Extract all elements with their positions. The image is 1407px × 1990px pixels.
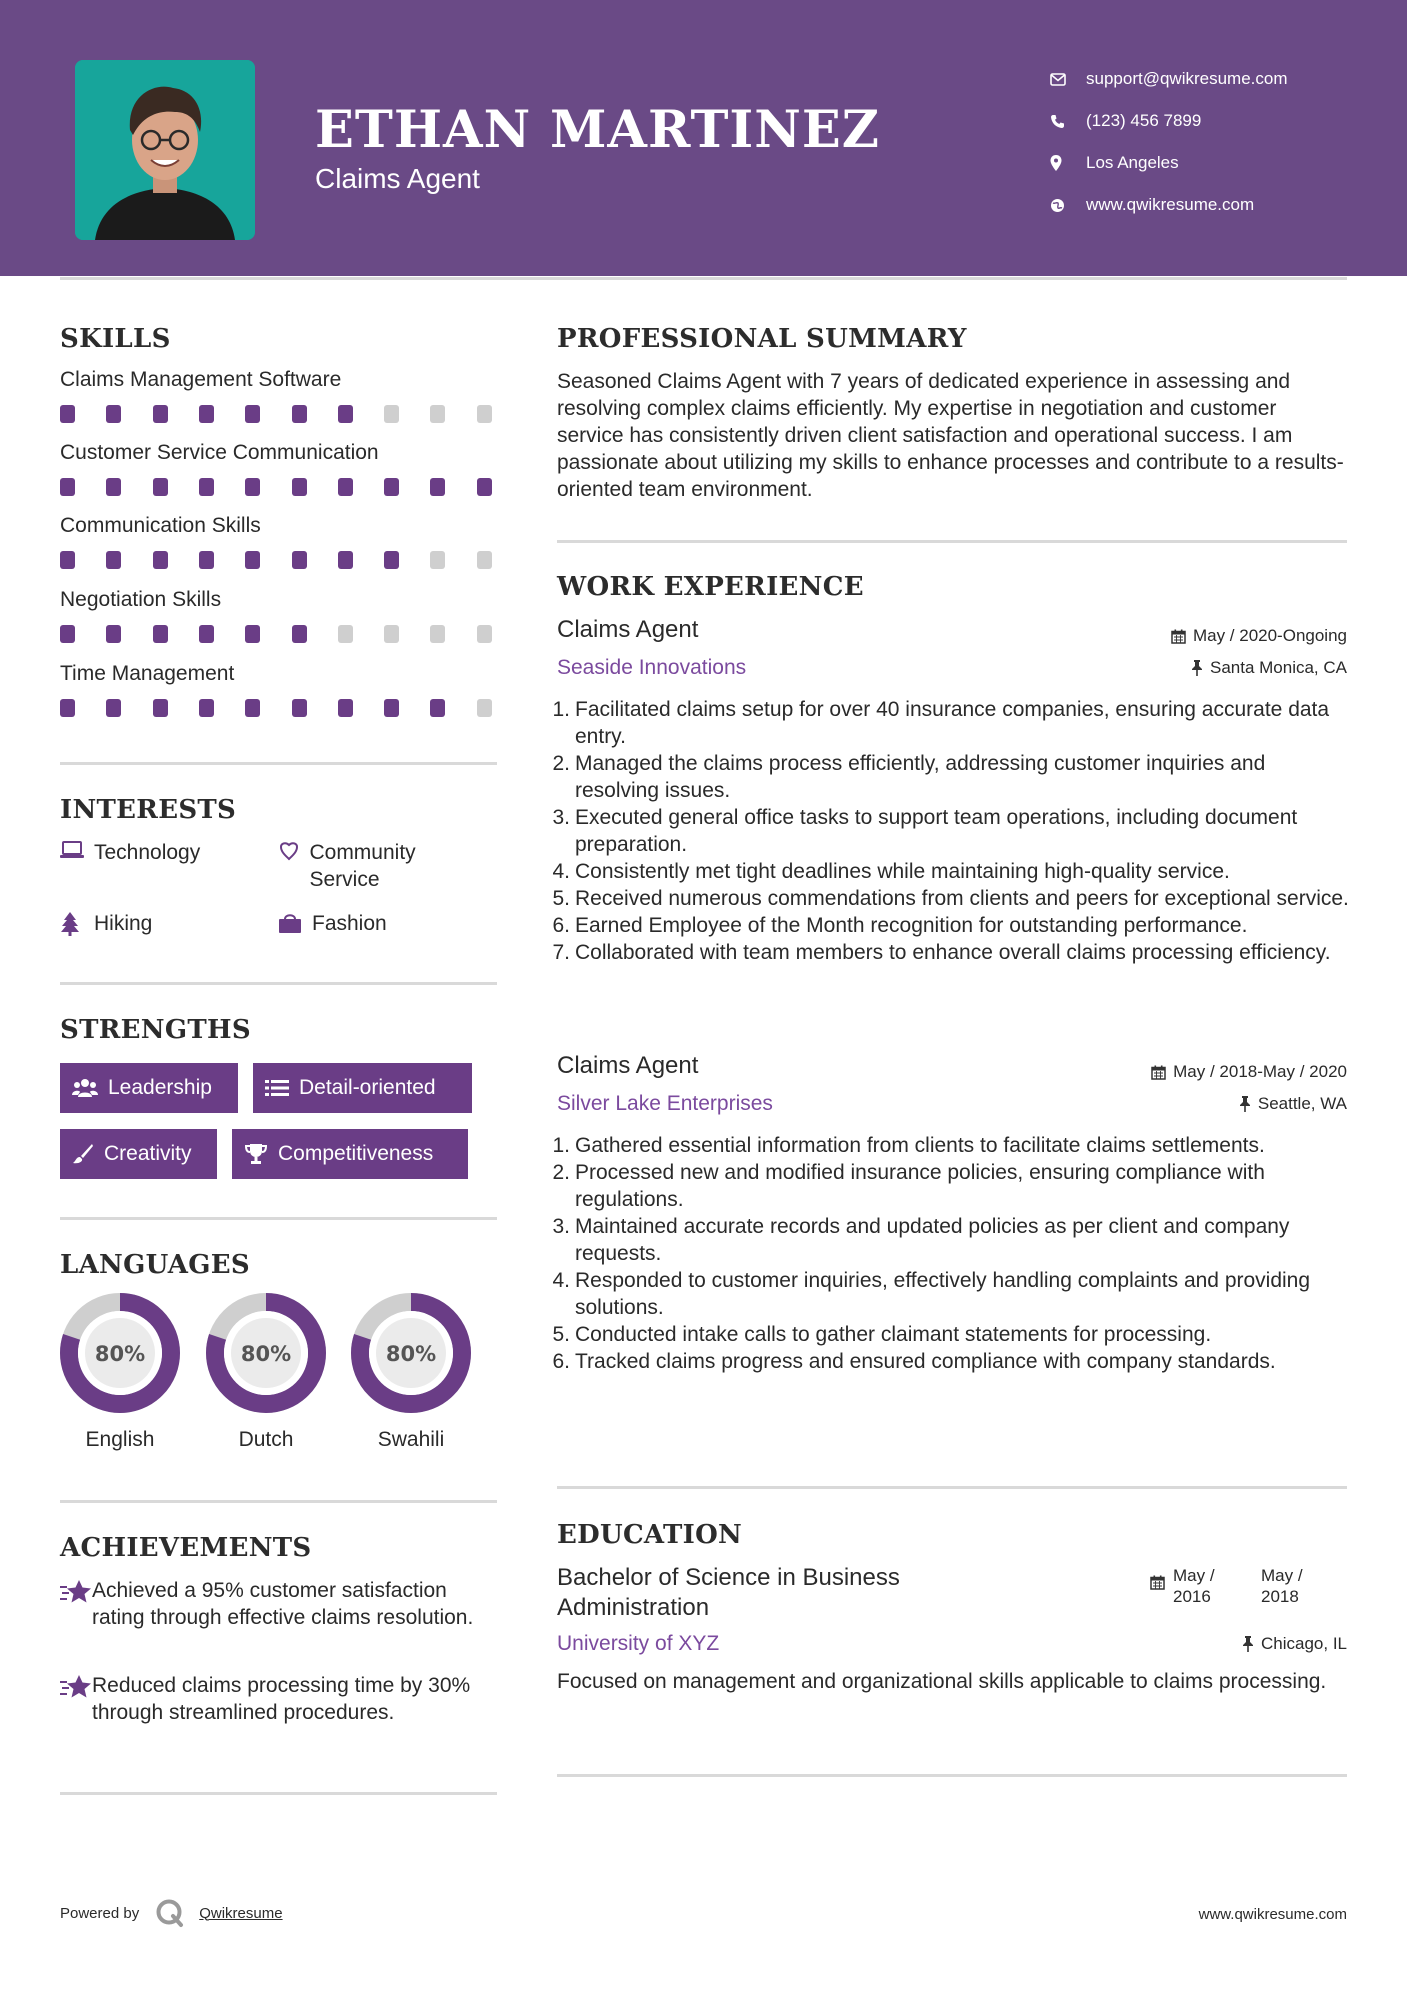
skill-dot-filled xyxy=(60,625,75,643)
skill-dot-filled xyxy=(245,405,260,423)
list-item: 5. Conducted intake calls to gather claimant statements for processing. xyxy=(550,1321,1350,1348)
skill-dot-filled xyxy=(292,405,307,423)
pushpin-icon xyxy=(1239,1096,1251,1112)
skill-dot-filled xyxy=(106,625,121,643)
qwikresume-logo-icon xyxy=(155,1898,185,1928)
skill-dot-filled xyxy=(384,699,399,717)
list-item: 5. Received numerous commendations from clients and peers for exceptional service. xyxy=(552,887,1349,910)
skill-name: Customer Service Communication xyxy=(60,441,379,464)
job-title: Claims Agent xyxy=(557,616,699,643)
bullet-text: Tracked claims progress and ensured compliance with company standards. xyxy=(575,1350,1276,1373)
list-item: 3. Maintained accurate records and updated policies as per client and company requests. xyxy=(550,1213,1350,1267)
interest-item xyxy=(60,839,200,866)
skill-dot-filled xyxy=(60,478,75,496)
interest-item xyxy=(278,839,478,893)
job-dates xyxy=(1171,626,1347,646)
strength-chip xyxy=(60,1063,238,1113)
laptop-icon xyxy=(60,839,94,865)
skill-dot-empty xyxy=(430,405,445,423)
skill-dot-filled xyxy=(199,625,214,643)
calendar-icon xyxy=(1150,1575,1165,1590)
section-divider xyxy=(60,762,497,765)
language-item xyxy=(350,1292,472,1452)
skill-dot-filled xyxy=(245,625,260,643)
skill-dot-filled xyxy=(292,699,307,717)
section-divider xyxy=(60,982,497,985)
bullet-text: Gathered essential information from clients to facilitate claims settlements. xyxy=(575,1134,1265,1157)
list-item: 4. Consistently met tight deadlines while maintaining high-quality service. xyxy=(550,858,1350,885)
language-percent: 80% xyxy=(94,1342,146,1366)
interest-label: Technology xyxy=(94,841,201,864)
section-divider xyxy=(557,1774,1347,1777)
list-item: 2. Managed the claims process efficiently, addressing customer inquiries and resolving issues. xyxy=(550,750,1350,804)
skill-dot-filled xyxy=(338,699,353,717)
section-divider xyxy=(557,1486,1347,1489)
candidate-title: Claims Agent xyxy=(315,163,480,194)
education-start xyxy=(1173,1565,1261,1607)
list-item: 4. Responded to customer inquiries, effectively handling complaints and providing solutions. xyxy=(550,1267,1350,1321)
skill-dot-filled xyxy=(338,478,353,496)
education-description: Focused on management and organizational skills applicable to claims processing. xyxy=(557,1670,1327,1693)
powered-by-text: Powered by xyxy=(60,1904,140,1922)
star-icon xyxy=(60,1577,92,1631)
language-name: Swahili xyxy=(377,1428,445,1451)
skill-dot-filled xyxy=(292,551,307,569)
strength-label: Creativity xyxy=(104,1142,192,1165)
education-location xyxy=(1242,1634,1347,1654)
skill-dot-filled xyxy=(338,551,353,569)
pushpin-icon xyxy=(1191,660,1203,676)
calendar-icon xyxy=(1171,629,1186,644)
language-item xyxy=(205,1292,327,1452)
users-icon xyxy=(72,1078,98,1098)
skill-dot-filled xyxy=(60,405,75,423)
strength-chip xyxy=(60,1129,217,1179)
job-dates-text: May / 2020-Ongoing xyxy=(1192,626,1347,645)
footer-website[interactable]: www.qwikresume.com xyxy=(1198,1906,1347,1923)
bullet-text: Consistently met tight deadlines while maintaining high-quality service. xyxy=(575,860,1230,883)
skill-rating xyxy=(60,699,500,719)
brush-icon xyxy=(72,1143,94,1165)
section-divider xyxy=(557,540,1347,543)
skill-dot-filled xyxy=(106,699,121,717)
strength-label: Competitiveness xyxy=(278,1142,434,1165)
skill-dot-filled xyxy=(153,405,168,423)
strengths-heading: STRENGTHS xyxy=(60,1015,251,1045)
list-item: 1. Facilitated claims setup for over 40 insurance companies, ensuring accurate data entry. xyxy=(550,696,1350,750)
skill-dot-filled xyxy=(106,405,121,423)
skill-name: Time Management xyxy=(60,662,235,685)
interest-item xyxy=(278,910,387,940)
bullet-text: Collaborated with team members to enhance overall claims processing efficiency. xyxy=(575,941,1331,964)
candidate-name: ETHAN MARTINEZ xyxy=(315,100,880,160)
languages-heading: LANGUAGES xyxy=(60,1250,250,1280)
skill-dot-filled xyxy=(477,478,492,496)
job-bullet-list xyxy=(550,696,1350,966)
interest-label: Hiking xyxy=(94,912,153,935)
education-location-text: Chicago, IL xyxy=(1261,1634,1347,1653)
language-name: English xyxy=(85,1428,155,1451)
company-name: Seaside Innovations xyxy=(557,656,747,679)
list-icon xyxy=(265,1079,289,1097)
education-end-month: May / xyxy=(1261,1566,1303,1585)
calendar-icon xyxy=(1151,1065,1166,1080)
job-title: Claims Agent xyxy=(557,1052,699,1079)
interests-heading: INTERESTS xyxy=(60,795,237,825)
summary-text: Seasoned Claims Agent with 7 years of dedicated experience in assessing and resolving complex claims efficiently. My expertise in negotiation and customer service has consistently driven client satisfaction and operational success. I am passionate about utilizing my skills to enhance processes and contribute to a results-oriented team environment. xyxy=(557,370,1344,501)
skill-dot-empty xyxy=(430,625,445,643)
bullet-text: Maintained accurate records and updated policies as per client and company requests. xyxy=(575,1215,1290,1265)
bullet-text: Responded to customer inquiries, effectively handling complaints and providing solutions. xyxy=(575,1269,1311,1319)
bullet-text: Received numerous commendations from clients and peers for exceptional service. xyxy=(575,887,1349,910)
bullet-text: Earned Employee of the Month recognition for outstanding performance. xyxy=(575,914,1248,937)
achievement-text: Reduced claims processing time by 30% through streamlined procedures. xyxy=(92,1674,471,1724)
achievement-text: Achieved a 95% customer satisfaction rating through effective claims resolution. xyxy=(92,1579,474,1629)
skill-dot-filled xyxy=(245,699,260,717)
contact-email-text: support@qwikresume.com xyxy=(1086,69,1288,88)
interest-label: Fashion xyxy=(312,912,387,935)
language-item xyxy=(59,1292,181,1452)
skill-dot-filled xyxy=(292,478,307,496)
skill-dot-filled xyxy=(153,699,168,717)
skill-dot-filled xyxy=(384,478,399,496)
shopping-bag-icon xyxy=(278,910,312,940)
language-ring xyxy=(59,1292,181,1414)
experience-heading: WORK EXPERIENCE xyxy=(557,572,864,602)
skill-name: Negotiation Skills xyxy=(60,588,222,611)
skill-dot-filled xyxy=(292,625,307,643)
skill-name: Claims Management Software xyxy=(60,368,342,391)
job-bullet-list xyxy=(550,1132,1350,1375)
skill-dot-filled xyxy=(245,551,260,569)
job-dates-text: May / 2018-May / 2020 xyxy=(1173,1062,1347,1081)
education-dates xyxy=(1150,1565,1303,1607)
skill-dot-filled xyxy=(430,478,445,496)
skill-dot-empty xyxy=(477,625,492,643)
contact-phone[interactable] xyxy=(1050,100,1380,142)
section-divider xyxy=(60,1792,497,1795)
list-item: 6. Earned Employee of the Month recognition for outstanding performance. xyxy=(550,912,1350,939)
contact-phone-text: (123) 456 7899 xyxy=(1086,111,1202,130)
education-start-year: 2016 xyxy=(1173,1587,1211,1606)
profile-photo xyxy=(75,60,255,240)
bullet-text: Conducted intake calls to gather claimant statements for processing. xyxy=(575,1323,1212,1346)
skill-dot-filled xyxy=(199,405,214,423)
strength-label: Leadership xyxy=(108,1076,212,1099)
tree-icon xyxy=(60,910,94,942)
skill-dot-filled xyxy=(153,478,168,496)
skill-dot-filled xyxy=(60,699,75,717)
contact-website[interactable] xyxy=(1050,184,1380,226)
list-item: 2. Processed new and modified insurance policies, ensuring compliance with regulations. xyxy=(550,1159,1350,1213)
skill-rating xyxy=(60,478,500,498)
pushpin-icon xyxy=(1242,1636,1254,1652)
skill-rating xyxy=(60,551,500,571)
skill-dot-empty xyxy=(477,551,492,569)
skill-dot-filled xyxy=(430,699,445,717)
globe-icon xyxy=(1050,198,1086,213)
map-pin-icon xyxy=(1050,155,1086,171)
hand-heart-icon xyxy=(278,839,309,867)
language-ring xyxy=(205,1292,327,1414)
skill-rating xyxy=(60,625,500,645)
resume-header xyxy=(0,0,1407,276)
contact-website-text: www.qwikresume.com xyxy=(1086,195,1255,214)
section-divider xyxy=(60,1217,497,1220)
language-name: Dutch xyxy=(238,1428,294,1451)
list-item: 3. Executed general office tasks to support team operations, including document preparation. xyxy=(550,804,1350,858)
education-start-month: May / xyxy=(1173,1566,1215,1585)
bullet-text: Processed new and modified insurance policies, ensuring compliance with regulations. xyxy=(575,1161,1265,1211)
skill-dot-empty xyxy=(338,625,353,643)
contact-location xyxy=(1050,142,1380,184)
language-percent: 80% xyxy=(385,1342,437,1366)
contact-list xyxy=(1050,58,1380,226)
skill-dot-filled xyxy=(153,625,168,643)
skill-dot-filled xyxy=(153,551,168,569)
list-item: 1. Gathered essential information from clients to facilitate claims settlements. xyxy=(550,1132,1350,1159)
contact-location-text: Los Angeles xyxy=(1086,153,1179,172)
education-heading: EDUCATION xyxy=(557,1520,743,1550)
skill-dot-filled xyxy=(60,551,75,569)
skill-dot-empty xyxy=(384,625,399,643)
footer-powered-by xyxy=(60,1898,283,1928)
interest-label: Community Service xyxy=(309,841,416,891)
skill-name: Communication Skills xyxy=(60,514,261,537)
bullet-text: Facilitated claims setup for over 40 insurance companies, ensuring accurate data entry. xyxy=(575,698,1330,748)
skill-dot-filled xyxy=(338,405,353,423)
degree-title: Bachelor of Science in Business Administration xyxy=(557,1564,900,1621)
skill-dot-empty xyxy=(477,405,492,423)
strength-chip xyxy=(253,1063,472,1113)
star-icon xyxy=(60,1672,92,1726)
skill-rating xyxy=(60,405,500,425)
qwikresume-link[interactable]: Qwikresume xyxy=(199,1904,283,1922)
strength-chip xyxy=(232,1129,468,1179)
achievements-heading: ACHIEVEMENTS xyxy=(60,1533,312,1563)
skill-dot-empty xyxy=(384,405,399,423)
job-dates xyxy=(1151,1062,1347,1082)
language-percent: 80% xyxy=(240,1342,292,1366)
envelope-icon xyxy=(1050,73,1086,86)
job-location xyxy=(1191,658,1347,678)
skill-dot-filled xyxy=(106,551,121,569)
bullet-text: Managed the claims process efficiently, addressing customer inquiries and resolving issues. xyxy=(575,752,1266,802)
list-item: 6. Tracked claims progress and ensured compliance with company standards. xyxy=(550,1348,1350,1375)
school-name: University of XYZ xyxy=(557,1632,720,1655)
skill-dot-empty xyxy=(430,551,445,569)
job-location xyxy=(1239,1094,1347,1114)
education-end-year: 2018 xyxy=(1261,1587,1299,1606)
bullet-text: Executed general office tasks to support team operations, including document preparation. xyxy=(575,806,1298,856)
trophy-icon xyxy=(244,1143,268,1165)
language-ring xyxy=(350,1292,472,1414)
skills-heading: SKILLS xyxy=(60,324,171,354)
phone-icon xyxy=(1050,114,1086,129)
summary-heading: PROFESSIONAL SUMMARY xyxy=(557,324,967,354)
education-end xyxy=(1261,1565,1303,1607)
section-divider xyxy=(60,1500,497,1503)
skill-dot-empty xyxy=(477,699,492,717)
header-divider xyxy=(60,277,1347,280)
skill-dot-filled xyxy=(106,478,121,496)
job-location-text: Seattle, WA xyxy=(1257,1094,1347,1113)
achievement-item xyxy=(60,1672,500,1726)
skill-dot-filled xyxy=(245,478,260,496)
contact-email[interactable] xyxy=(1050,58,1380,100)
achievement-item xyxy=(60,1577,500,1631)
skill-dot-filled xyxy=(199,551,214,569)
interest-item xyxy=(60,910,152,942)
strength-label: Detail-oriented xyxy=(299,1076,436,1099)
job-location-text: Santa Monica, CA xyxy=(1209,658,1347,677)
skill-dot-filled xyxy=(199,478,214,496)
skill-dot-filled xyxy=(384,551,399,569)
company-name: Silver Lake Enterprises xyxy=(557,1092,773,1115)
skill-dot-filled xyxy=(199,699,214,717)
list-item: 7. Collaborated with team members to enhance overall claims processing efficiency. xyxy=(550,939,1350,966)
